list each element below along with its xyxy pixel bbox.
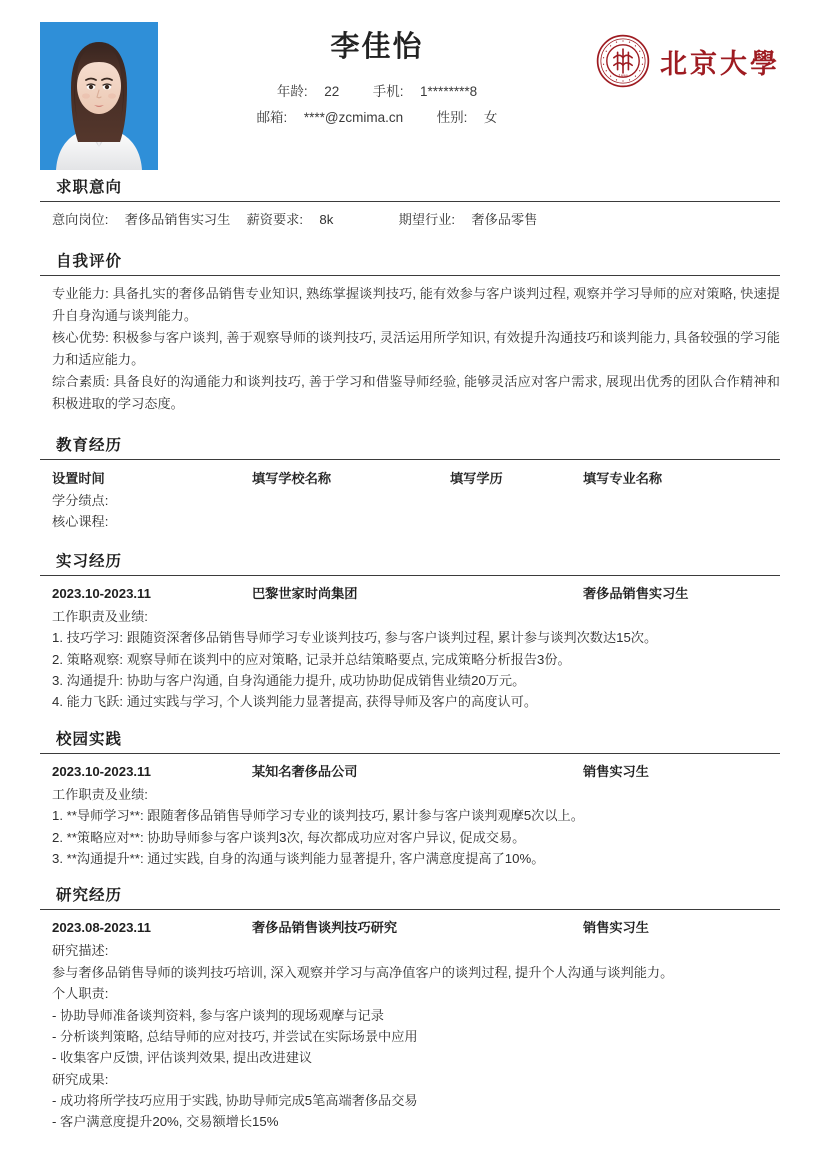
- section-divider: [40, 275, 780, 276]
- svg-text:1898: 1898: [618, 73, 628, 79]
- intent-industry-value: 奢侈品零售: [471, 212, 538, 227]
- job-intent-body: [40, 209, 780, 231]
- section-campus-practice: [0, 727, 820, 870]
- internship-bullet: 3. 沟通提升: 协助与客户沟通, 自身沟通能力提升, 成功协助促成销售业绩20万元。: [52, 672, 526, 688]
- research-entry-header: [52, 917, 780, 940]
- self-evaluation-body: [40, 283, 780, 414]
- internship-body: [40, 583, 780, 713]
- contact-line-2: [158, 105, 596, 131]
- edu-col-school: 填写学校名称: [252, 470, 332, 486]
- research-date: 2023.08-2023.11: [52, 920, 152, 936]
- identity-block: [158, 22, 596, 131]
- resume-header: [0, 0, 820, 175]
- section-divider: [40, 753, 780, 754]
- research-topic: 奢侈品销售谈判技巧研究: [252, 920, 398, 936]
- job-intent-row: [52, 209, 780, 231]
- internship-bullet: 1. 技巧学习: 跟随资深奢侈品销售导师学习专业谈判技巧, 参与客户谈判过程, 累计参与谈判次数达15次。: [52, 630, 658, 646]
- section-research: [0, 883, 820, 1133]
- section-divider: [40, 459, 780, 460]
- section-title-research: 研究经历: [56, 887, 123, 905]
- email-value: ****@zcmima.cn: [303, 110, 404, 126]
- education-courses: 核心课程:: [52, 514, 109, 530]
- internship-bullet: 4. 能力飞跃: 通过实践与学习, 个人谈判能力显著提高, 获得导师及客户的高度认可。: [52, 694, 538, 710]
- gender-label: 性别:: [436, 110, 468, 126]
- avatar: [40, 22, 158, 170]
- section-internship: [0, 549, 820, 713]
- table-row: [52, 467, 780, 490]
- campus-bullet: 1. **导师学习**: 跟随奢侈品销售导师学习专业的谈判技巧, 累计参与客户谈判观摩5次以上。: [52, 808, 584, 824]
- research-role: 销售实习生: [583, 920, 649, 936]
- research-duty: - 收集客户反馈, 评估谈判效果, 提出改进建议: [52, 1050, 313, 1066]
- research-result: - 成功将所学技巧应用于实践, 协助导师完成5笔高端奢侈品交易: [52, 1093, 418, 1108]
- intent-position-value: 奢侈品销售实习生: [124, 212, 231, 227]
- internship-entry-header: [52, 583, 780, 606]
- section-self-evaluation: [0, 249, 820, 414]
- internship-subtitle: 工作职责及业绩:: [52, 608, 148, 624]
- internship-role: 奢侈品销售实习生: [583, 585, 689, 601]
- research-desc-label: 研究描述:: [52, 943, 109, 959]
- email-label: 邮箱:: [256, 110, 288, 126]
- section-education: [0, 433, 820, 533]
- section-divider: [40, 909, 780, 910]
- self-eval-paragraph: 综合素质: 具备良好的沟通能力和谈判技巧, 善于学习和借鉴导师经验, 能够灵活应对客户需求, 展现出优秀的团队合作精神和积极进取的学习态度。: [52, 374, 780, 411]
- campus-bullet: 2. **策略应对**: 协助导师参与客户谈判3次, 每次都成功应对客户异议, 促成交易。: [52, 829, 526, 845]
- education-body: [40, 467, 780, 533]
- phone-label: 手机:: [372, 83, 404, 99]
- intent-position-label: 意向岗位:: [52, 212, 109, 227]
- edu-col-degree: 填写学历: [450, 470, 503, 486]
- contact-line-1: [158, 79, 596, 105]
- age-label: 年龄:: [276, 83, 308, 99]
- peking-university-seal-icon: [596, 34, 650, 88]
- edu-col-major: 填写专业名称: [583, 470, 663, 486]
- research-result-label: 研究成果:: [52, 1071, 109, 1087]
- section-title-campus-practice: 校园实践: [56, 730, 123, 748]
- gender-value: 女: [483, 110, 498, 126]
- campus-bullet: 3. **沟通提升**: 通过实践, 自身的沟通与谈判能力显著提升, 客户满意度提高了10%。: [52, 850, 545, 866]
- campus-practice-body: [40, 761, 780, 870]
- education-gpa: 学分绩点:: [52, 492, 109, 508]
- section-divider: [40, 201, 780, 202]
- research-duty-label: 个人职责:: [52, 986, 109, 1002]
- research-body: [40, 917, 780, 1133]
- section-title-education: 教育经历: [56, 436, 123, 454]
- section-title-self-evaluation: 自我评价: [56, 253, 123, 271]
- phone-value: 1********8: [420, 83, 478, 99]
- university-logo: [596, 22, 780, 88]
- edu-col-time: 设置时间: [52, 470, 105, 486]
- self-eval-paragraph: 核心优势: 积极参与客户谈判, 善于观察导师的谈判技巧, 灵活运用所学知识, 有效提升沟通技巧和谈判能力, 具备较强的学习能力和适应能力。: [52, 330, 780, 368]
- research-duty: - 分析谈判策略, 总结导师的应对技巧, 并尝试在实际场景中应用: [52, 1028, 418, 1044]
- intent-salary-value: 8k: [319, 212, 334, 227]
- section-title-internship: 实习经历: [56, 552, 123, 570]
- campus-entry-header: [52, 761, 780, 784]
- intent-industry-label: 期望行业:: [398, 212, 456, 227]
- section-title-job-intent: 求职意向: [56, 179, 123, 196]
- research-duty: - 协助导师准备谈判资料, 参与客户谈判的现场观摩与记录: [52, 1007, 384, 1023]
- page-title: 李佳怡: [330, 31, 424, 63]
- intent-salary-label: 薪资要求:: [246, 212, 304, 227]
- campus-role: 销售实习生: [583, 763, 649, 779]
- research-desc-text: 参与奢侈品销售导师的谈判技巧培训, 深入观察并学习与高净值客户的谈判过程, 提升个人沟通与谈判能力。: [52, 964, 674, 980]
- section-job-intent: [0, 175, 820, 231]
- age-value: 22: [324, 83, 340, 99]
- education-table: [52, 467, 780, 490]
- self-eval-paragraph: 专业能力: 具备扎实的奢侈品销售专业知识, 熟练掌握谈判技巧, 能有效参与客户谈判过程, 观察并学习导师的应对策略, 快速提升自身沟通与谈判能力。: [52, 286, 780, 324]
- internship-bullet: 2. 策略观察: 观察导师在谈判中的应对策略, 记录并总结策略要点, 完成策略分析报告3份。: [52, 651, 571, 667]
- university-name: 北京大學: [660, 48, 780, 80]
- internship-organization: 巴黎世家时尚集团: [252, 585, 358, 601]
- id-photo-icon: [40, 22, 158, 170]
- campus-date: 2023.10-2023.11: [52, 763, 152, 779]
- campus-subtitle: 工作职责及业绩:: [52, 786, 148, 802]
- section-divider: [40, 575, 780, 576]
- internship-date: 2023.10-2023.11: [52, 585, 152, 601]
- research-result: - 客户满意度提升20%, 交易额增长15%: [52, 1114, 279, 1130]
- campus-organization: 某知名奢侈品公司: [252, 763, 358, 779]
